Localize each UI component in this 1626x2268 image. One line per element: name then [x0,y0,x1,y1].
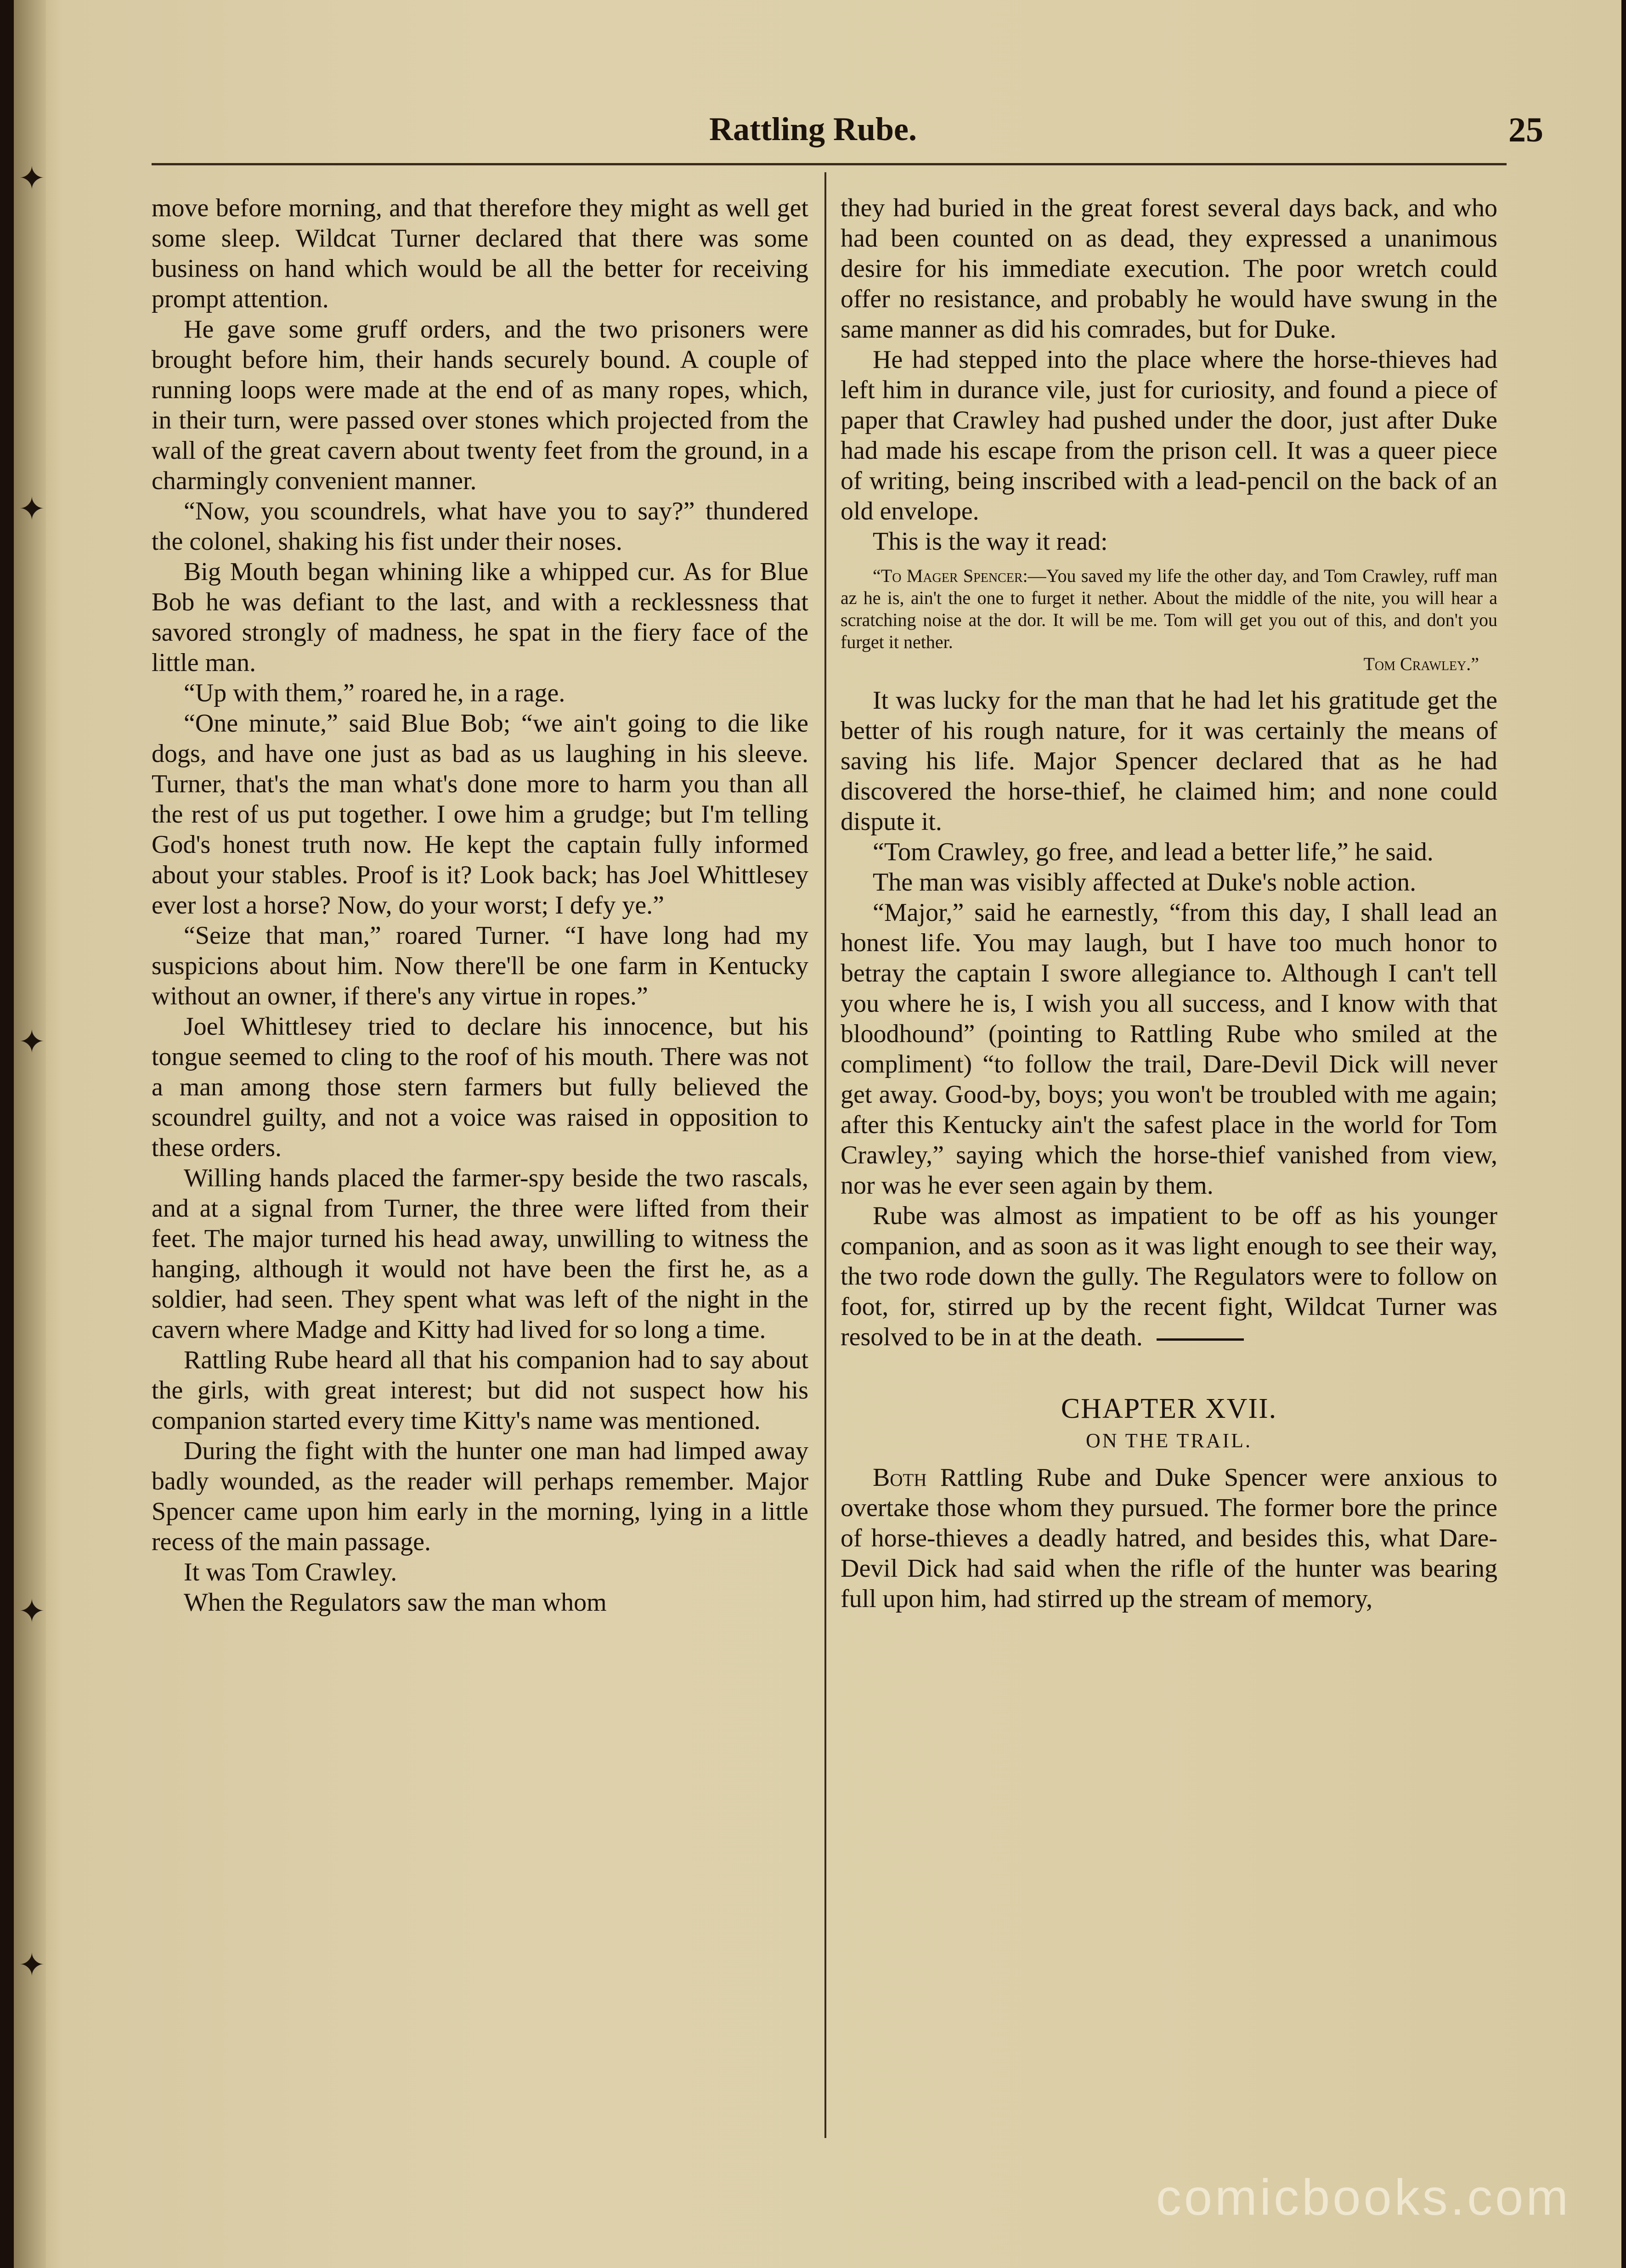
paragraph: Big Mouth began whining like a whipped cur. As for Blue Bob he was defiant to the last, and with a recklessness that savored strongly of madness, he spat in the fiery face of the little man. [152,558,808,677]
paragraph: “Up with them,” roared he, in a rage. [184,679,565,707]
page-spine-edge [14,0,46,2268]
chapter-title: CHAPTER XVII. [1061,1393,1277,1424]
chapter-first-word: Both [873,1463,927,1492]
paragraph-text: Rattling Rube and Duke Spencer were anxious to overtake those whom they pursued. The former bore the prince of horse-thieves a deadly hatred, and besides this, what Dare-Devil Dick had said when the rifle of the hunter was bearing full upon him, had stirred up the stream of memory, [841,1463,1497,1613]
section-end-rule [1157,1338,1244,1341]
binding-stitch-mark: ✦ [18,161,45,197]
letter-signature: Tom Crawley.” [1363,654,1479,674]
binding-stitch-mark: ✦ [18,492,45,527]
paragraph: “Seize that man,” roared Turner. “I have long had my suspicions about him. Now there'll be one farm in Kentucky without an owner, if there's any virtue in ropes.” [152,921,808,1010]
book-page [14,0,1621,2268]
paragraph: “Now, you scoundrels, what have you to say?” thundered the colonel, shaking his fist under their noses. [152,497,808,556]
chapter-opening-paragraph [841,1462,1497,1614]
paragraph: It was Tom Crawley. [184,1558,397,1586]
paragraph: He gave some gruff orders, and the two prisoners were brought before him, their hands securely bound. A couple of running loops were made at the end of as many ropes, which, in their turn, were passed over stones which projected from the wall of the great cavern about twenty feet from the ground, in a charmingly convenient manner. [152,315,808,495]
left-column [152,193,808,1618]
letter-body: —You saved my life the other day, and Tom Crawley, ruff man az he is, ain't the one to furget it nether. About the middle of the nite, you will hear a scratching noise at the dor. It will be me. Tom will get you out of this, and don't you furget it nether. [841,565,1498,652]
paragraph-text: Rube was almost as impatient to be off as his younger companion, and as soon as it was light enough to see their way, the two rode down the gully. The Regulators were to follow on foot, for, stirred up by the recent fight, Wildcat Turner was resolved to be in at the death. [841,1202,1497,1351]
paragraph: “One minute,” said Blue Bob; “we ain't going to die like dogs, and have one just as bad as us laughing in his sleeve. Turner, that's the man what's done more to harm you than all the rest of us put together. I owe him a grudge; but I'm telling God's honest truth now. He kept the captain fully informed about your stables. Proof is it? Look back; has Joel Whittlesey ever lost a horse? Now, do your worst; I defy ye.” [152,709,808,920]
paragraph: “Major,” said he earnestly, “from this day, I shall lead an honest life. You may laugh, but I have too much honor to betray the captain I swore allegiance to. Although I can't tell you where he is, I wish you all success, and I know with that bloodhound” (pointing to Rattling Rube who smiled at the compliment) “to follow the trail, Dare-Devil Dick will never get away. Good-by, boys; you won't be troubled with me again; after this Kentucky ain't the safest place in the world for Tom Crawley,” saying which the horse-thief vanished from view, nor was he ever seen again by them. [841,898,1497,1200]
paragraph: they had buried in the great forest several days back, and who had been counted on as dead, they expressed a unanimous desire for his immediate execution. The poor wretch could offer no resistance, and probably he would have swung in the same manner as did his comrades, but for Duke. [841,194,1497,344]
right-column [841,193,1497,1614]
paragraph: During the fight with the hunter one man had limped away badly wounded, as the reader will perhaps remember. Major Spencer came upon him early in the morning, lying in a little recess of the main passage. [152,1437,808,1556]
paragraph: Willing hands placed the farmer-spy beside the two rascals, and at a signal from Turner, the three were lifted from their feet. The major turned his head away, unwilling to witness the hanging, although it would not have been the first he, as a soldier, had seen. They spent what was left of the night in the cavern where Madge and Kitty had lived for so long a time. [152,1164,808,1344]
binding-stitch-mark: ✦ [18,1025,45,1060]
paragraph: “Tom Crawley, go free, and lead a better life,” he said. [873,838,1434,866]
paragraph: The man was visibly affected at Duke's noble action. [873,868,1417,897]
paragraph [841,1201,1497,1352]
paragraph: This is the way it read: [873,527,1108,556]
paragraph: It was lucky for the man that he had let his gratitude get the better of his rough nature, for it was certainly the means of saving his life. Major Spencer declared that as he had discovered the horse-thief, he claimed him; and none could dispute it. [841,686,1497,836]
binding-stitch-mark: ✦ [18,1948,45,1983]
header-rule [152,163,1507,165]
page-number: 25 [1508,111,1543,149]
paragraph: He had stepped into the place where the horse-thieves had left him in durance vile, just for curiosity, and found a piece of paper that Crawley had pushed under the door, just after Duke had made his escape from the prison cell. It was a queer piece of writing, being inscribed with a lead-pencil on the back of an old envelope. [841,345,1497,525]
paragraph: Joel Whittlesey tried to declare his innocence, but his tongue seemed to cling to the roof of his mouth. There was not a man among those stern farmers but fully believed the scoundrel guilty, and not a voice was raised in opposition to these orders. [152,1012,808,1162]
binding-stitch-mark: ✦ [18,1594,45,1630]
paragraph: move before morning, and that therefore they might as well get some sleep. Wildcat Turner declared that there was some business on hand which would be all the better for receiving prompt attention. [152,194,808,313]
quoted-letter [841,565,1497,675]
paragraph: Rattling Rube heard all that his companion had to say about the girls, with great interest; but did not suspect how his companion started every time Kitty's name was mentioned. [152,1346,808,1435]
chapter-subtitle: ON THE TRAIL. [1085,1429,1253,1452]
paragraph: When the Regulators saw the man whom [184,1588,607,1617]
column-divider [824,172,826,2138]
letter-salutation: “To Mager Spencer: [873,565,1028,586]
running-head: Rattling Rube. [709,111,917,147]
watermark: comicbooks.com [1156,2169,1571,2226]
